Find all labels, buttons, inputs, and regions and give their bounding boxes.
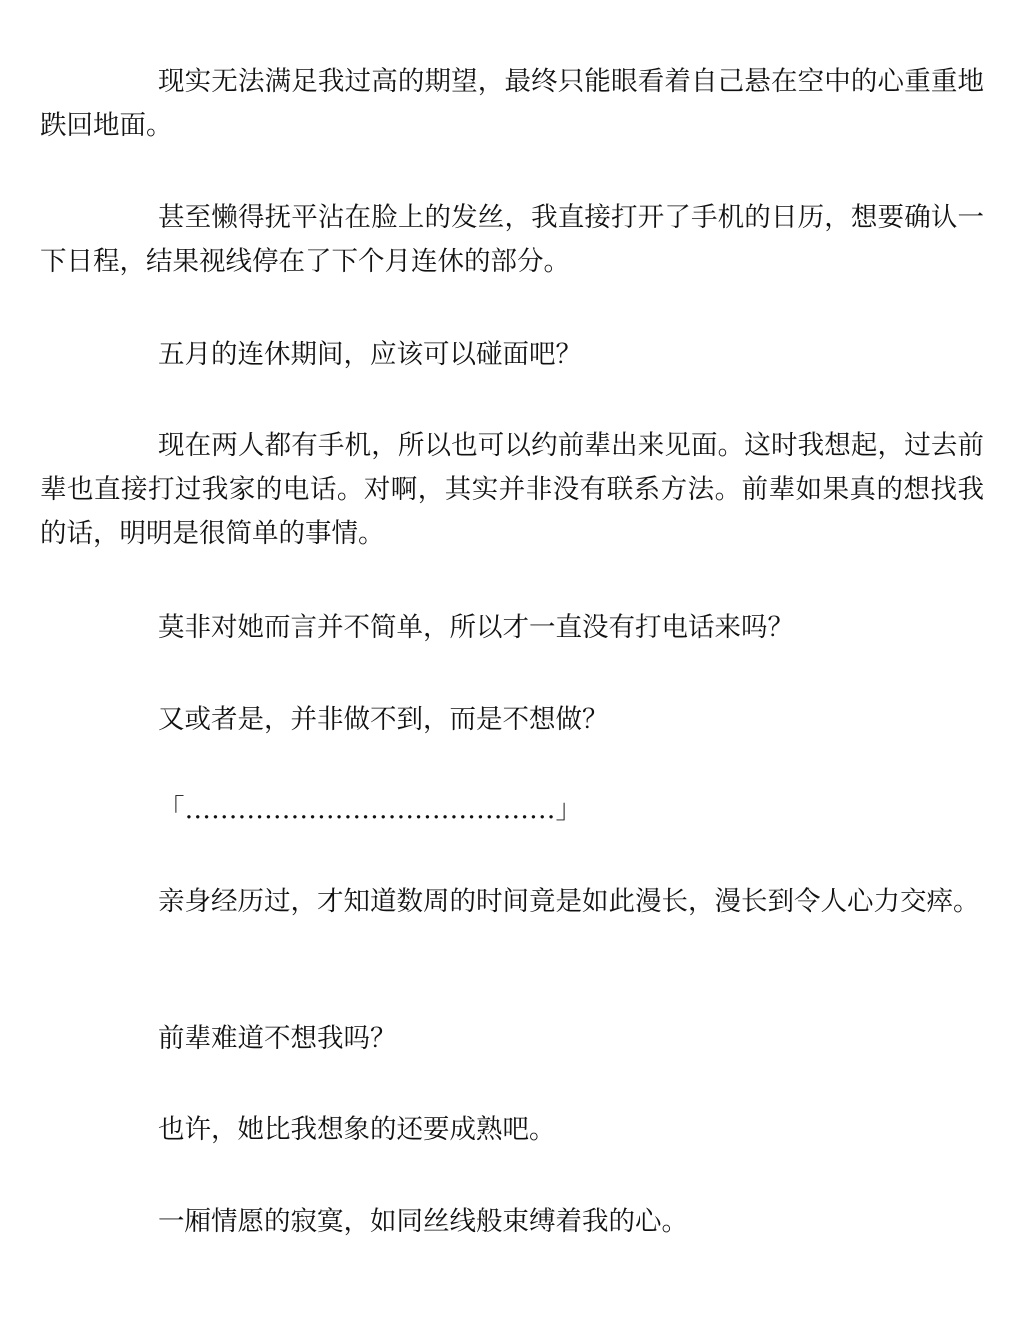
paragraph-5: 莫非对她而言并不简单，所以才一直没有打电话来吗？	[158, 612, 794, 643]
paragraph-7-dialogue: 「……………………………………」	[158, 794, 582, 825]
paragraph-1: 现实无法满足我过高的期望，最终只能眼看着自己悬在空中的心重重地跌回地面。	[40, 66, 984, 141]
paragraph-4: 现在两人都有手机，所以也可以约前辈出来见面。这时我想起，过去前辈也直接打过我家的电话。对啊，其实并非没有联系方法。前辈如果真的想找我的话，明明是很简单的事情。	[40, 430, 984, 549]
paragraph-8: 亲身经历过，才知道数周的时间竟是如此漫长，漫长到令人心力交瘁。	[158, 886, 980, 917]
paragraph-10: 也许，她比我想象的还要成熟吧。	[158, 1114, 556, 1145]
paragraph-3: 五月的连休期间，应该可以碰面吧？	[158, 339, 582, 370]
paragraph-9: 前辈难道不想我吗？	[158, 1023, 397, 1054]
paragraph-11: 一厢情愿的寂寞，如同丝线般束缚着我的心。	[158, 1206, 688, 1237]
paragraph-6: 又或者是，并非做不到，而是不想做？	[158, 704, 609, 735]
paragraph-2: 甚至懒得抚平沾在脸上的发丝，我直接打开了手机的日历，想要确认一下日程，结果视线停在了下个月连休的部分。	[40, 202, 984, 277]
